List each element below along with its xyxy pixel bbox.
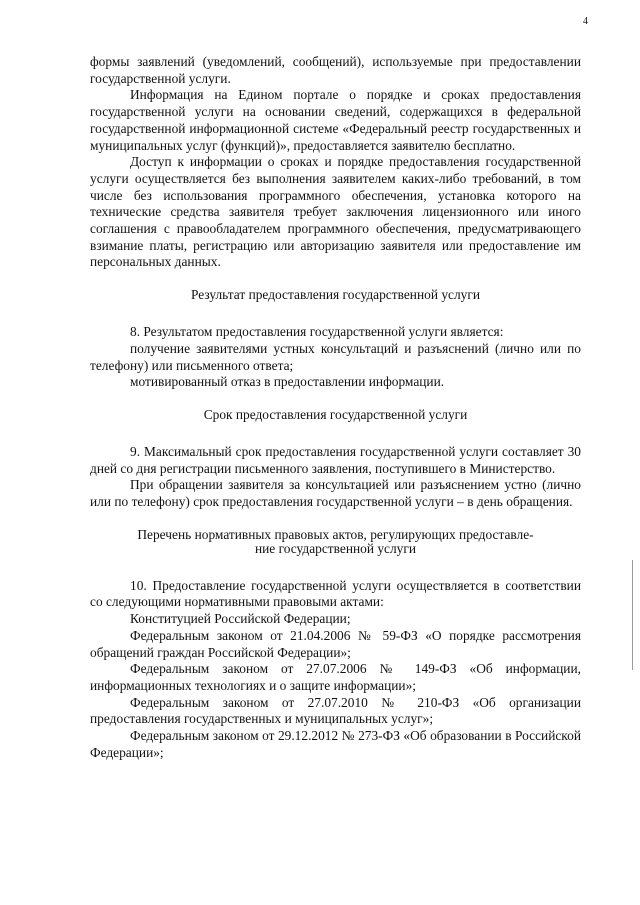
heading-result: Результат предоставления государственной услуги <box>190 287 481 303</box>
heading-term: Срок предоставления государственной услуги <box>203 406 468 422</box>
law-constitution: Конституцией Российской Федерации; <box>130 611 351 627</box>
law-59-fz: Федеральным законом от 21.04.2006 № 59-ФЗ «О порядке рассмотрения обращений граждан Российской Федерации»; <box>90 627 581 660</box>
paragraph-8: 8. Результатом предоставления государственной услуги является: <box>130 324 504 340</box>
document-body <box>90 54 581 762</box>
law-149-fz: Федеральным законом от 27.07.2006 № 149-ФЗ «Об информации, информационных технологиях и о защите информации»; <box>90 661 581 693</box>
heading-legal-acts <box>90 528 581 556</box>
page-number: 4 <box>583 16 588 27</box>
paragraph-8-item-refusal: мотивированный отказ в предоставлении информации. <box>130 374 445 390</box>
paragraph-portal-info: Информация на Едином портале о порядке и сроках предоставления государственной услуги на основании сведений, содержащихся в федеральной государственной информационной системе «Федеральный реестр государственных и муниципальных услуг (функций)», предоставляется заявителю бесплатно. <box>90 87 581 153</box>
heading-legal-acts-line2: ние государственной услуги <box>254 540 417 556</box>
law-210-fz: Федеральным законом от 27.07.2010 № 210-ФЗ «Об организации предоставления государственных и муниципальных услуг»; <box>90 694 581 727</box>
paragraph-forms: формы заявлений (уведомлений, сообщений), используемые при предоставлении государственной услуги. <box>90 54 581 86</box>
paragraph-access: Доступ к информации о сроках и порядке предоставления государственной услуги осуществляется без выполнения заявителем каких-либо требований, в том числе без использования программного обеспечения, установка которого на технические средства заявителя требует заключения лицензионного или иного соглашения с правообладателем программного обеспечения, предусматривающего взимание платы, регистрацию или авторизацию заявителя или предоставление им персональных данных. <box>90 154 581 270</box>
paragraph-10: 10. Предоставление государственной услуги осуществляется в соответствии со следующими нормативными правовыми актами: <box>90 577 581 610</box>
paragraph-8-item-consultations: получение заявителями устных консультаций и разъяснений (лично или по телефону) или письменного ответа; <box>90 340 581 373</box>
heading-legal-acts-line1: Перечень нормативных правовых актов, регулирующих предоставле- <box>137 526 534 542</box>
paragraph-9: 9. Максимальный срок предоставления государственной услуги составляет 30 дней со дня регистрации письменного заявления, поступившего в Министерство. <box>90 443 581 476</box>
paragraph-9-oral: При обращении заявителя за консультацией или разъяснением устно (лично или по телефону) срок предоставления государственной услуги – в день обращения. <box>90 477 581 510</box>
law-273-fz: Федеральным законом от 29.12.2012 № 273-ФЗ «Об образовании в Российской Федерации»; <box>90 728 581 760</box>
scan-edge-mark <box>632 560 633 670</box>
